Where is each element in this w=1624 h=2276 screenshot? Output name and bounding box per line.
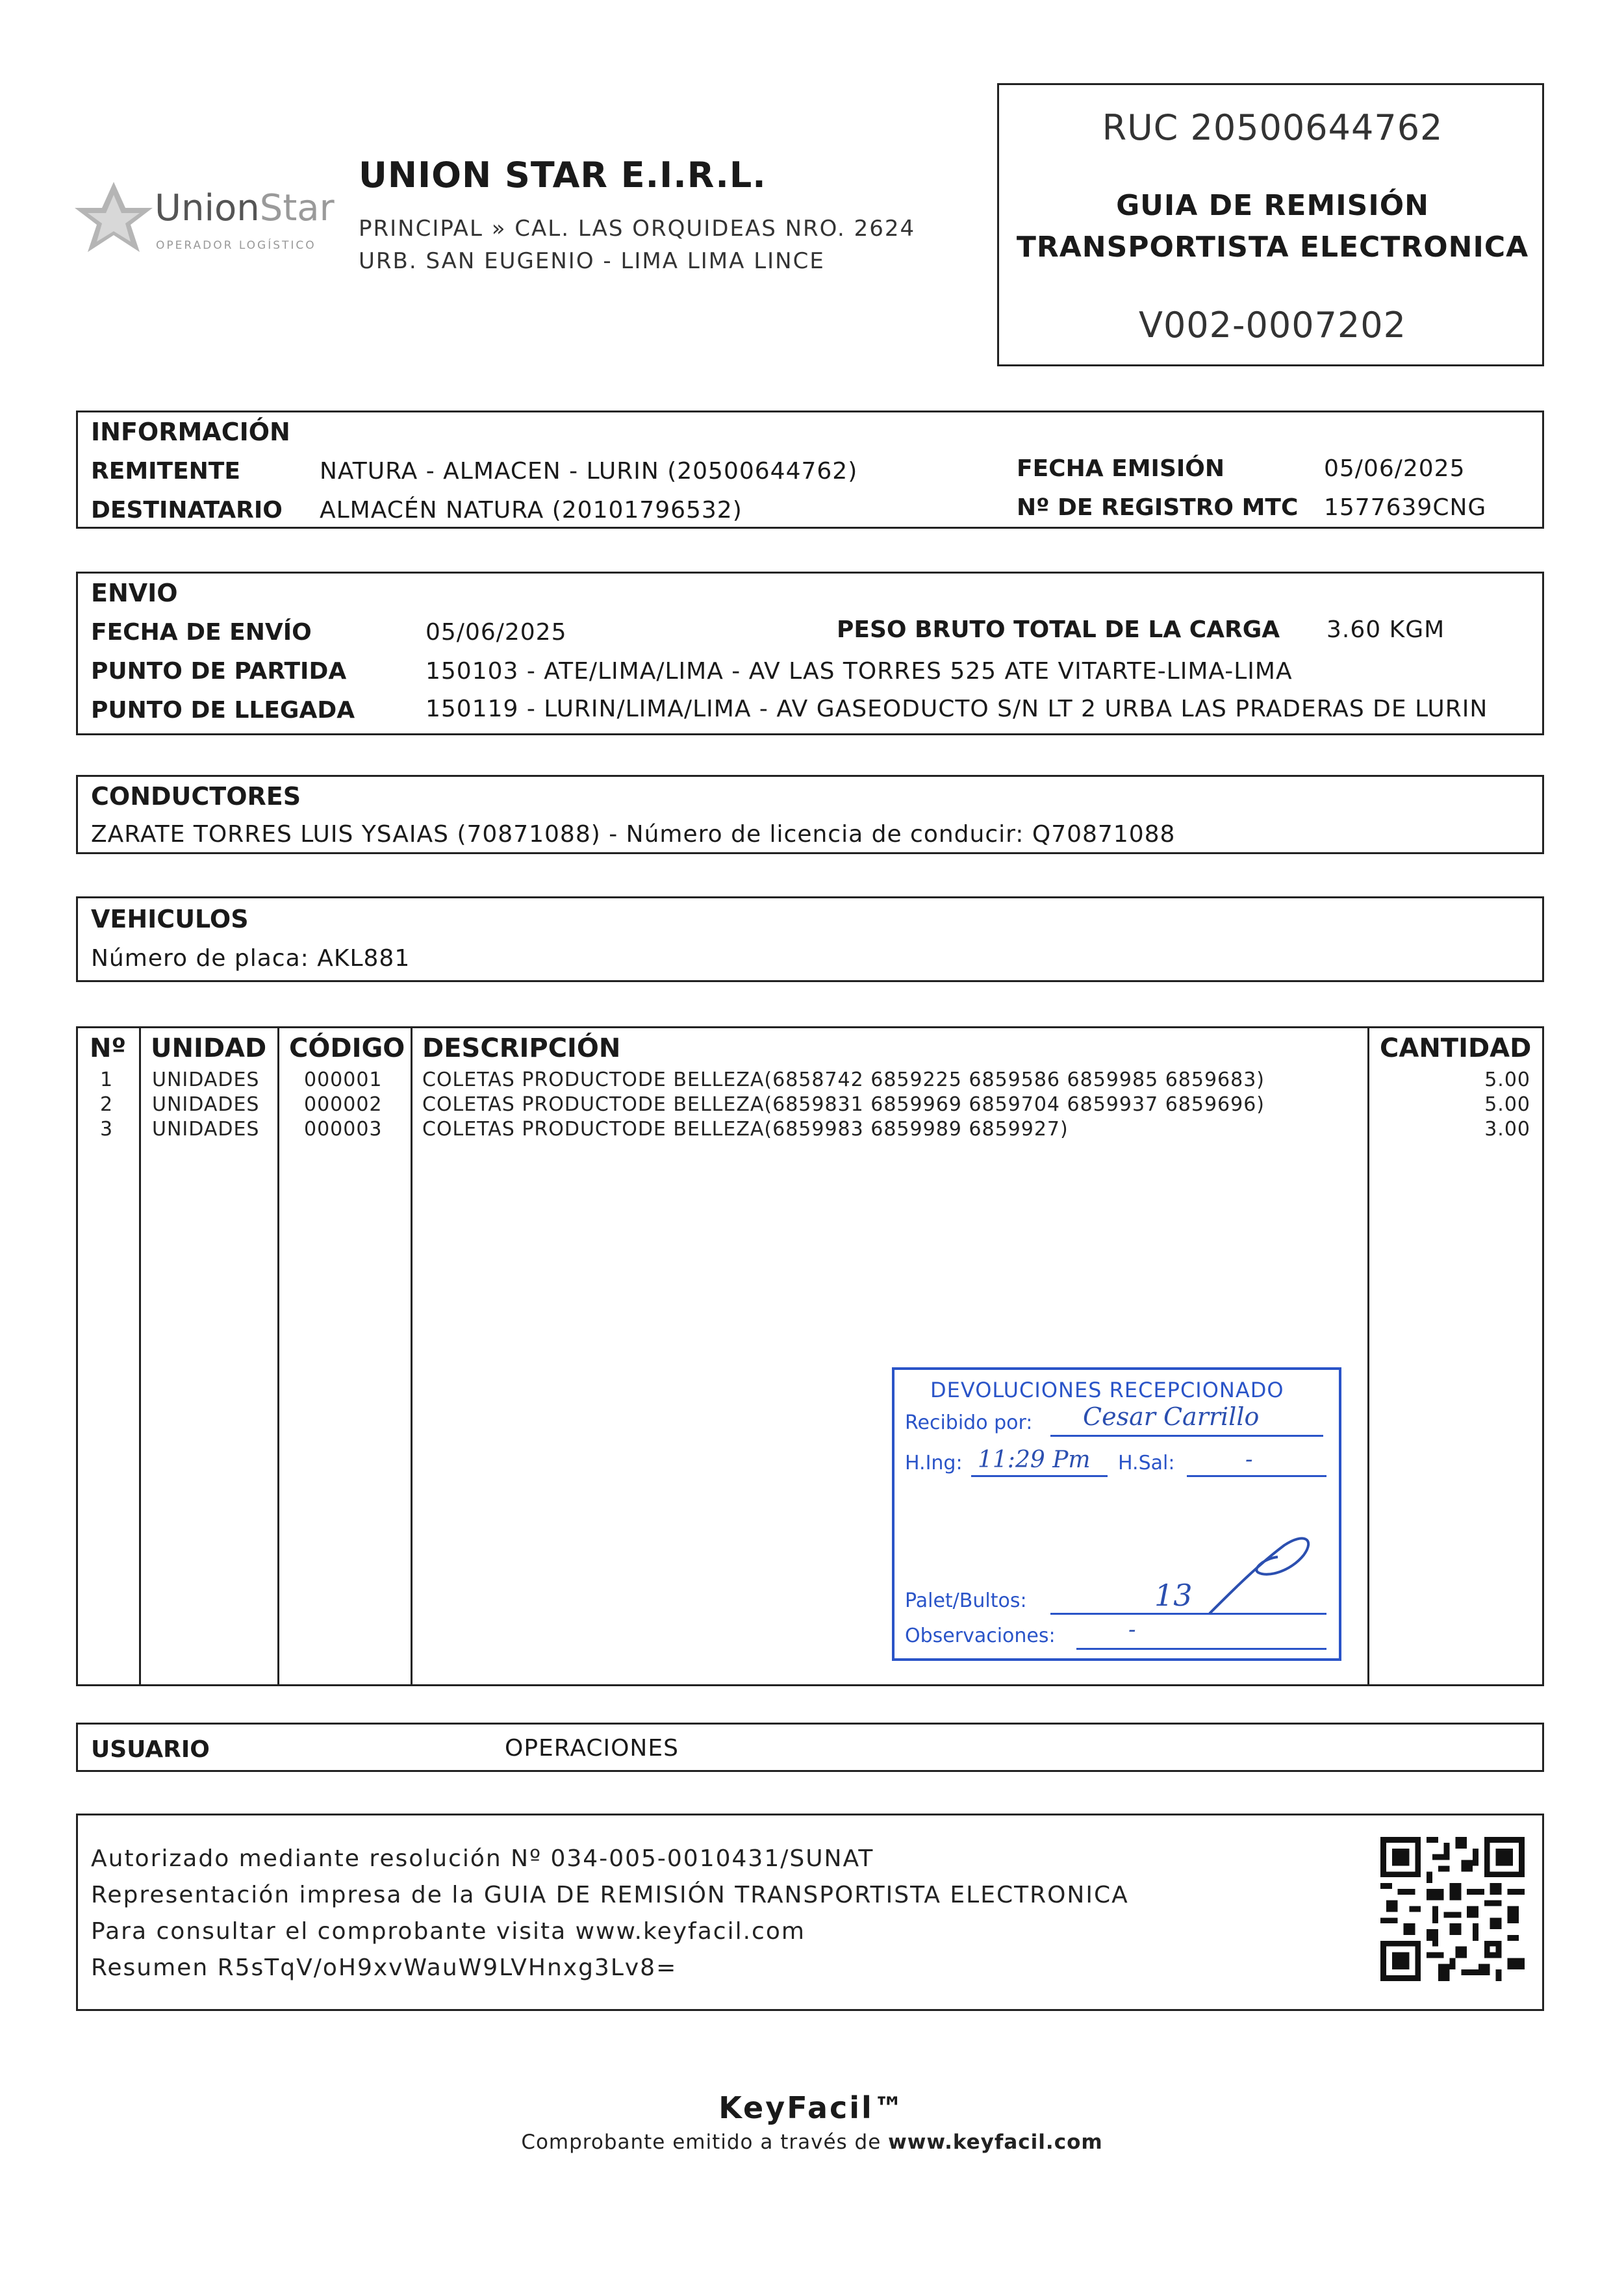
conductores-title: CONDUCTORES bbox=[91, 782, 301, 811]
ruc-box bbox=[997, 83, 1544, 366]
table-cell-cantidad: 3.00 bbox=[1484, 1118, 1530, 1141]
remitente-value: NATURA - ALMACEN - LURIN (20500644762) bbox=[320, 458, 858, 485]
stamp-line bbox=[1076, 1648, 1326, 1650]
punto-llegada-value: 150119 - LURIN/LIMA/LIMA - AV GASEODUCTO S/N LT 2 URBA LAS PRADERAS DE LURIN bbox=[425, 696, 1488, 722]
fecha-emision-label: FECHA EMISIÓN bbox=[1017, 455, 1224, 482]
qr-code-icon bbox=[1380, 1837, 1525, 1981]
header-cantidad: CANTIDAD bbox=[1380, 1033, 1532, 1063]
footer-info-box bbox=[76, 1814, 1544, 2011]
informacion-section bbox=[76, 411, 1544, 529]
table-cell-codigo: 000001 bbox=[304, 1068, 383, 1091]
table-cell-num: 3 bbox=[100, 1118, 114, 1141]
keyfacil-brand: KeyFacil™ bbox=[718, 2090, 906, 2125]
vehiculos-title: VEHICULOS bbox=[91, 905, 249, 933]
document-type-line1: GUIA DE REMISIÓN bbox=[1116, 189, 1429, 222]
conductor-info: ZARATE TORRES LUIS YSAIAS (70871088) - Número de licencia de conducir: Q70871088 bbox=[91, 821, 1176, 848]
company-logo-subtitle: OPERADOR LOGÍSTICO bbox=[156, 239, 316, 252]
summary-hash: Resumen R5sTqV/oH9xvWauW9LVHnxg3Lv8= bbox=[91, 1954, 678, 1981]
stamp-line bbox=[1050, 1435, 1323, 1437]
company-name: UNION STAR E.I.R.L. bbox=[359, 155, 767, 196]
fecha-envio-label: FECHA DE ENVÍO bbox=[91, 619, 312, 646]
stamp-hsal-value: - bbox=[1245, 1447, 1253, 1473]
stamp-line bbox=[1187, 1475, 1326, 1477]
peso-value: 3.60 KGM bbox=[1326, 616, 1445, 643]
keyfacil-link[interactable]: www.keyfacil.com bbox=[888, 2131, 1103, 2154]
consult-text: Para consultar el comprobante visita www.keyfacil.com bbox=[91, 1918, 806, 1945]
table-cell-descripcion: COLETAS PRODUCTODE BELLEZA(6858742 6859225 6859586 6859985 6859683) bbox=[422, 1068, 1265, 1091]
keyfacil-tagline: Comprobante emitido a través de www.keyfacil.com bbox=[521, 2131, 1103, 2154]
stamp-recibido-label: Recibido por: bbox=[905, 1411, 1033, 1434]
remitente-label: REMITENTE bbox=[91, 458, 240, 485]
table-cell-unidad: UNIDADES bbox=[152, 1068, 260, 1091]
company-address-line1: PRINCIPAL » CAL. LAS ORQUIDEAS NRO. 2624 bbox=[359, 216, 916, 242]
stamp-obs-value: - bbox=[1128, 1617, 1136, 1643]
punto-partida-value: 150103 - ATE/LIMA/LIMA - AV LAS TORRES 525 ATE VITARTE-LIMA-LIMA bbox=[425, 658, 1293, 685]
header-descripcion: DESCRIPCIÓN bbox=[422, 1033, 621, 1063]
table-cell-codigo: 000002 bbox=[304, 1093, 383, 1116]
fecha-emision-value: 05/06/2025 bbox=[1324, 455, 1465, 482]
column-divider bbox=[277, 1028, 279, 1684]
envio-section bbox=[76, 572, 1544, 735]
registro-mtc-value: 1577639CNG bbox=[1324, 494, 1487, 521]
stamp-palet-value: 13 bbox=[1154, 1578, 1193, 1613]
registro-mtc-label: Nº DE REGISTRO MTC bbox=[1017, 494, 1299, 521]
fecha-envio-value: 05/06/2025 bbox=[425, 619, 567, 646]
stamp-line bbox=[971, 1475, 1108, 1477]
stamp-title: DEVOLUCIONES RECEPCIONADO bbox=[930, 1378, 1284, 1402]
authorization-text: Autorizado mediante resolución Nº 034-005-0010431/SUNAT bbox=[91, 1845, 874, 1872]
stamp-hsal-label: H.Sal: bbox=[1118, 1452, 1175, 1474]
document-number: V002-0007202 bbox=[1139, 305, 1406, 346]
company-logo-text: UnionStar bbox=[155, 187, 335, 229]
reception-stamp bbox=[892, 1367, 1341, 1661]
usuario-label: USUARIO bbox=[91, 1736, 210, 1763]
table-cell-descripcion: COLETAS PRODUCTODE BELLEZA(6859831 6859969 6859704 6859937 6859696) bbox=[422, 1093, 1265, 1116]
table-cell-num: 1 bbox=[100, 1068, 114, 1091]
table-cell-codigo: 000003 bbox=[304, 1118, 383, 1141]
usuario-section bbox=[76, 1723, 1544, 1772]
header-num: Nº bbox=[90, 1033, 127, 1063]
conductores-section bbox=[76, 775, 1544, 854]
stamp-hing-label: H.Ing: bbox=[905, 1452, 963, 1474]
column-divider bbox=[139, 1028, 141, 1684]
table-cell-unidad: UNIDADES bbox=[152, 1093, 260, 1116]
table-cell-unidad: UNIDADES bbox=[152, 1118, 260, 1141]
punto-llegada-label: PUNTO DE LLEGADA bbox=[91, 697, 355, 724]
header-unidad: UNIDAD bbox=[151, 1033, 267, 1063]
company-logo-icon bbox=[75, 182, 153, 269]
stamp-recibido-value: Cesar Carrillo bbox=[1083, 1402, 1260, 1431]
header-codigo: CÓDIGO bbox=[289, 1033, 405, 1063]
column-divider bbox=[411, 1028, 412, 1684]
destinatario-label: DESTINATARIO bbox=[91, 497, 283, 524]
table-cell-cantidad: 5.00 bbox=[1484, 1068, 1530, 1091]
table-cell-descripcion: COLETAS PRODUCTODE BELLEZA(6859983 6859989 6859927) bbox=[422, 1118, 1069, 1141]
punto-partida-label: PUNTO DE PARTIDA bbox=[91, 658, 347, 685]
envio-title: ENVIO bbox=[91, 579, 178, 607]
document-type-line2: TRANSPORTISTA ELECTRONICA bbox=[1016, 231, 1529, 264]
stamp-palet-label: Palet/Bultos: bbox=[905, 1589, 1027, 1612]
placa-info: Número de placa: AKL881 bbox=[91, 945, 411, 972]
usuario-value: OPERACIONES bbox=[505, 1735, 679, 1762]
representation-text: Representación impresa de la GUIA DE REMISIÓN TRANSPORTISTA ELECTRONICA bbox=[91, 1882, 1129, 1908]
company-address-line2: URB. SAN EUGENIO - LIMA LIMA LINCE bbox=[359, 248, 825, 274]
vehiculos-section bbox=[76, 896, 1544, 982]
informacion-title: INFORMACIÓN bbox=[91, 418, 290, 446]
column-divider bbox=[1367, 1028, 1369, 1684]
table-cell-num: 2 bbox=[100, 1093, 114, 1116]
stamp-obs-label: Observaciones: bbox=[905, 1625, 1056, 1647]
stamp-hing-value: 11:29 Pm bbox=[978, 1447, 1091, 1473]
ruc-number: RUC 20500644762 bbox=[1102, 107, 1443, 148]
signature-mark bbox=[1206, 1532, 1317, 1619]
table-cell-cantidad: 5.00 bbox=[1484, 1093, 1530, 1116]
destinatario-value: ALMACÉN NATURA (20101796532) bbox=[320, 497, 742, 524]
peso-label: PESO BRUTO TOTAL DE LA CARGA bbox=[837, 616, 1280, 643]
